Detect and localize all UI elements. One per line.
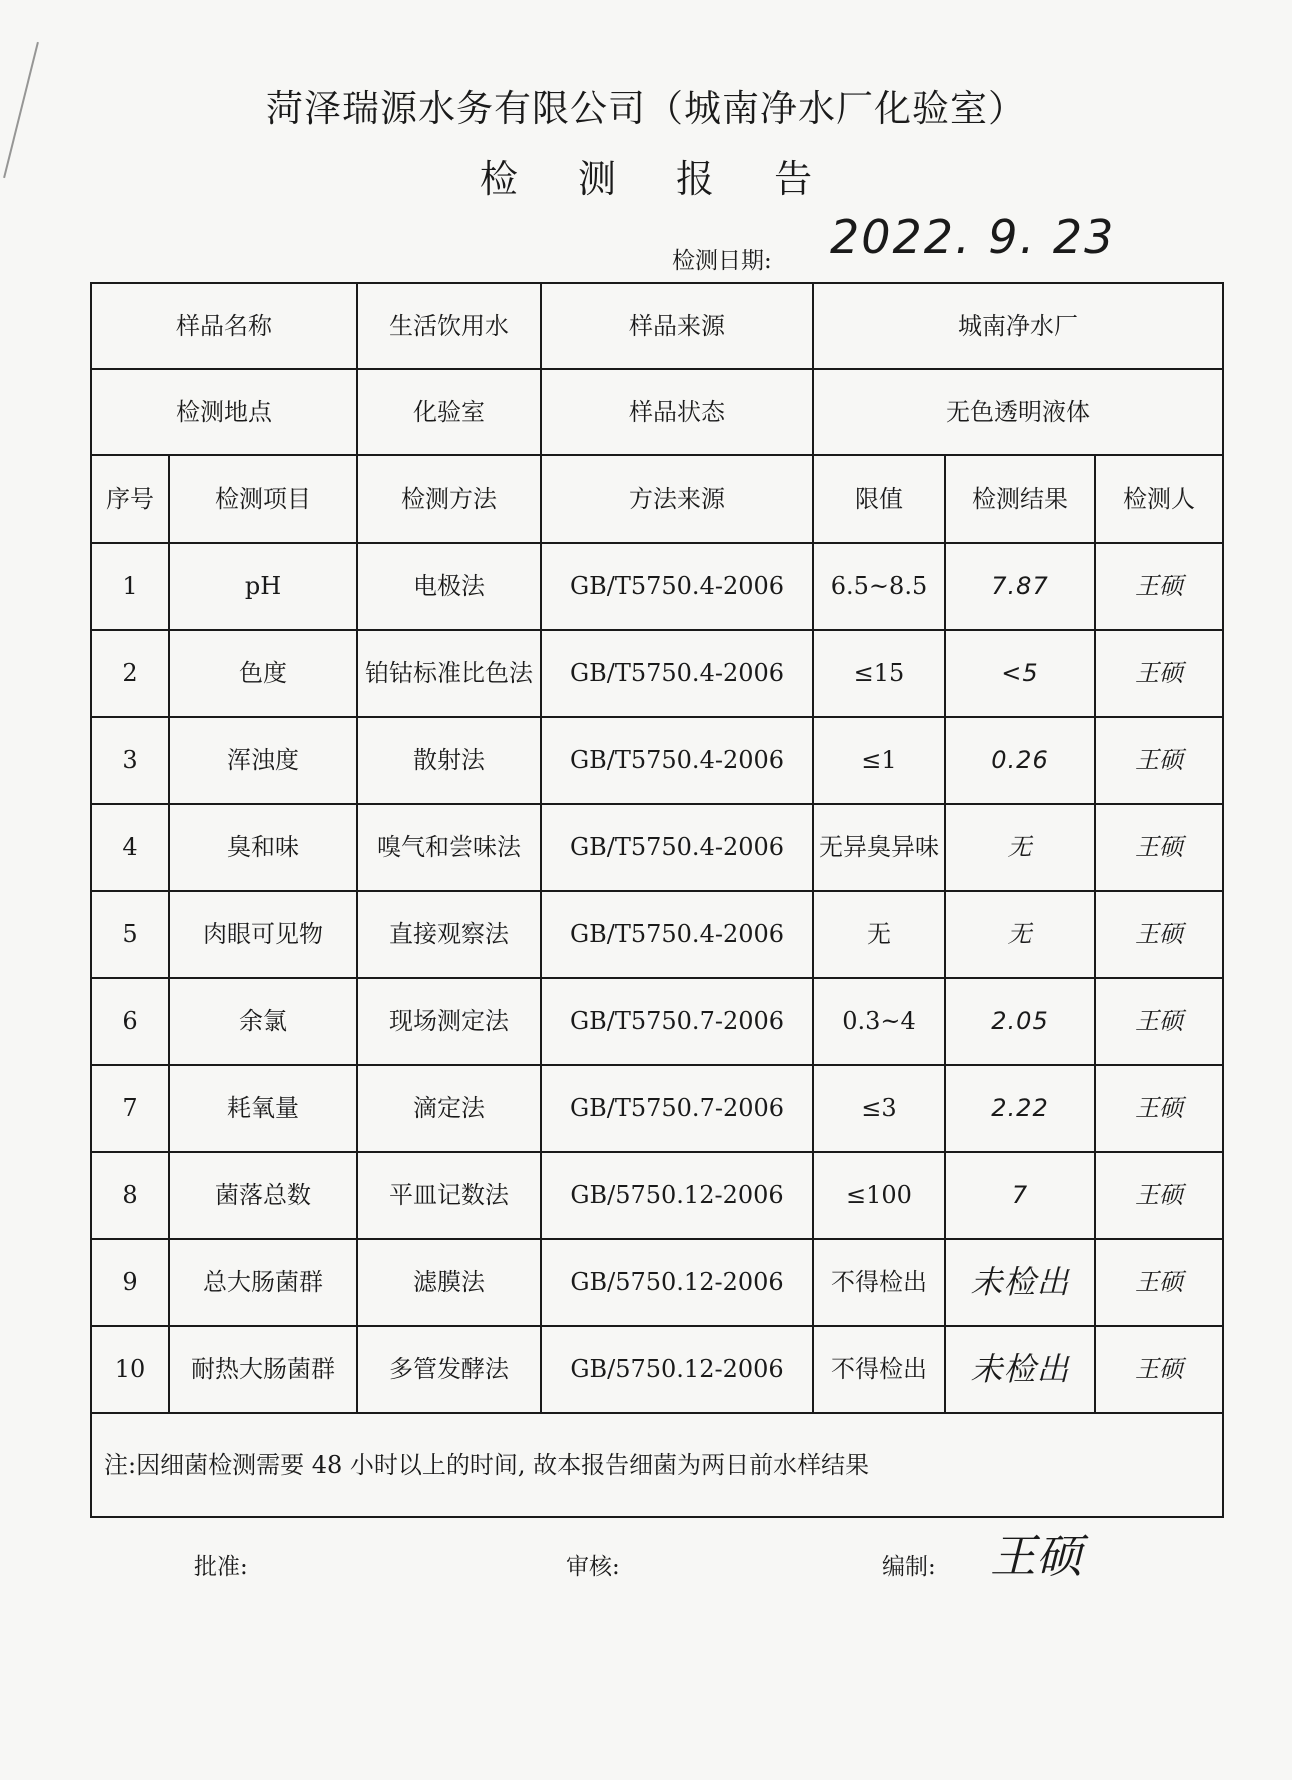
row-result-handwritten: 0.26 [945,717,1095,804]
info-row [91,283,1223,369]
row-source: GB/5750.12-2006 [541,1326,813,1413]
note-text: 注:因细菌检测需要 48 小时以上的时间, 故本报告细菌为两日前水样结果 [91,1413,1223,1517]
row-item: 菌落总数 [169,1152,357,1239]
row-method: 散射法 [357,717,541,804]
row-tester-signature: 王硕 [1095,1065,1223,1152]
row-item: 肉眼可见物 [169,891,357,978]
row-tester-signature: 王硕 [1095,804,1223,891]
approve-label: 批准: [194,1554,248,1580]
row-source: GB/T5750.4-2006 [541,891,813,978]
row-source: GB/T5750.4-2006 [541,630,813,717]
sample-state-value: 无色透明液体 [813,369,1223,455]
row-result-handwritten: 未检出 [945,1326,1095,1413]
title-char: 报 [676,157,715,201]
col-header-source: 方法来源 [541,455,813,543]
row-item: 余氯 [169,978,357,1065]
row-no: 1 [91,543,169,630]
report-table [90,282,1224,1518]
col-header-tester: 检测人 [1095,455,1223,543]
row-limit: ≤1 [813,717,945,804]
col-header-method: 检测方法 [357,455,541,543]
date-label: 检测日期: [672,248,772,274]
row-limit: 不得检出 [813,1239,945,1326]
row-method: 多管发酵法 [357,1326,541,1413]
row-result-handwritten: 7.87 [945,543,1095,630]
row-tester-signature: 王硕 [1095,717,1223,804]
row-result-handwritten: 2.22 [945,1065,1095,1152]
row-item: 总大肠菌群 [169,1239,357,1326]
row-item: 浑浊度 [169,717,357,804]
row-no: 4 [91,804,169,891]
table-row [91,630,1223,717]
row-method: 嗅气和尝味法 [357,804,541,891]
row-limit: 无异臭异味 [813,804,945,891]
document-title [0,148,1292,203]
row-item: 臭和味 [169,804,357,891]
title-char: 告 [774,157,813,201]
compile-label: 编制: [882,1554,936,1580]
row-source: GB/T5750.7-2006 [541,978,813,1065]
row-no: 2 [91,630,169,717]
row-method: 铂钴标准比色法 [357,630,541,717]
column-header-row [91,455,1223,543]
row-limit: 无 [813,891,945,978]
row-no: 5 [91,891,169,978]
row-source: GB/T5750.4-2006 [541,717,813,804]
table-row [91,1152,1223,1239]
table-row [91,717,1223,804]
row-source: GB/5750.12-2006 [541,1239,813,1326]
row-tester-signature: 王硕 [1095,543,1223,630]
row-result-handwritten: 无 [945,804,1095,891]
title-char: 检 [479,157,518,201]
row-source: GB/5750.12-2006 [541,1152,813,1239]
table-row [91,1326,1223,1413]
compile-signature: 王硕 [990,1529,1082,1583]
row-result-handwritten: 7 [945,1152,1095,1239]
row-source: GB/T5750.4-2006 [541,804,813,891]
row-method: 滴定法 [357,1065,541,1152]
row-tester-signature: 王硕 [1095,1239,1223,1326]
row-item: 色度 [169,630,357,717]
row-method: 电极法 [357,543,541,630]
row-result-handwritten: 2.05 [945,978,1095,1065]
row-tester-signature: 王硕 [1095,1152,1223,1239]
row-no: 9 [91,1239,169,1326]
location-label: 检测地点 [91,369,357,455]
row-tester-signature: 王硕 [1095,891,1223,978]
row-limit: ≤15 [813,630,945,717]
row-source: GB/T5750.4-2006 [541,543,813,630]
row-source: GB/T5750.7-2006 [541,1065,813,1152]
row-method: 现场测定法 [357,978,541,1065]
table-row [91,804,1223,891]
col-header-limit: 限值 [813,455,945,543]
row-item: pH [169,543,357,630]
col-header-no: 序号 [91,455,169,543]
info-row [91,369,1223,455]
row-no: 3 [91,717,169,804]
table-row [91,543,1223,630]
sample-name-label: 样品名称 [91,283,357,369]
date-value-handwritten: 2022. 9. 23 [830,210,1116,264]
company-name: 菏泽瑞源水务有限公司（城南净水厂化验室） [266,87,1026,130]
table-row [91,1065,1223,1152]
row-result-handwritten: 无 [945,891,1095,978]
table-row [91,891,1223,978]
col-header-item: 检测项目 [169,455,357,543]
location-value: 化验室 [357,369,541,455]
row-tester-signature: 王硕 [1095,978,1223,1065]
row-item: 耗氧量 [169,1065,357,1152]
sample-source-label: 样品来源 [541,283,813,369]
row-result-handwritten: <5 [945,630,1095,717]
row-tester-signature: 王硕 [1095,1326,1223,1413]
note-row [91,1413,1223,1517]
row-limit: 6.5~8.5 [813,543,945,630]
row-no: 10 [91,1326,169,1413]
row-limit: 0.3~4 [813,978,945,1065]
row-no: 7 [91,1065,169,1152]
row-limit: ≤3 [813,1065,945,1152]
review-label: 审核: [566,1554,620,1580]
table-row [91,978,1223,1065]
row-no: 8 [91,1152,169,1239]
row-limit: 不得检出 [813,1326,945,1413]
row-result-handwritten: 未检出 [945,1239,1095,1326]
col-header-result: 检测结果 [945,455,1095,543]
row-tester-signature: 王硕 [1095,630,1223,717]
table-row [91,1239,1223,1326]
row-method: 直接观察法 [357,891,541,978]
row-method: 滤膜法 [357,1239,541,1326]
sample-state-label: 样品状态 [541,369,813,455]
row-limit: ≤100 [813,1152,945,1239]
title-char: 测 [577,157,616,201]
row-item: 耐热大肠菌群 [169,1326,357,1413]
row-no: 6 [91,978,169,1065]
row-method: 平皿记数法 [357,1152,541,1239]
sample-name-value: 生活饮用水 [357,283,541,369]
sample-source-value: 城南净水厂 [813,283,1223,369]
